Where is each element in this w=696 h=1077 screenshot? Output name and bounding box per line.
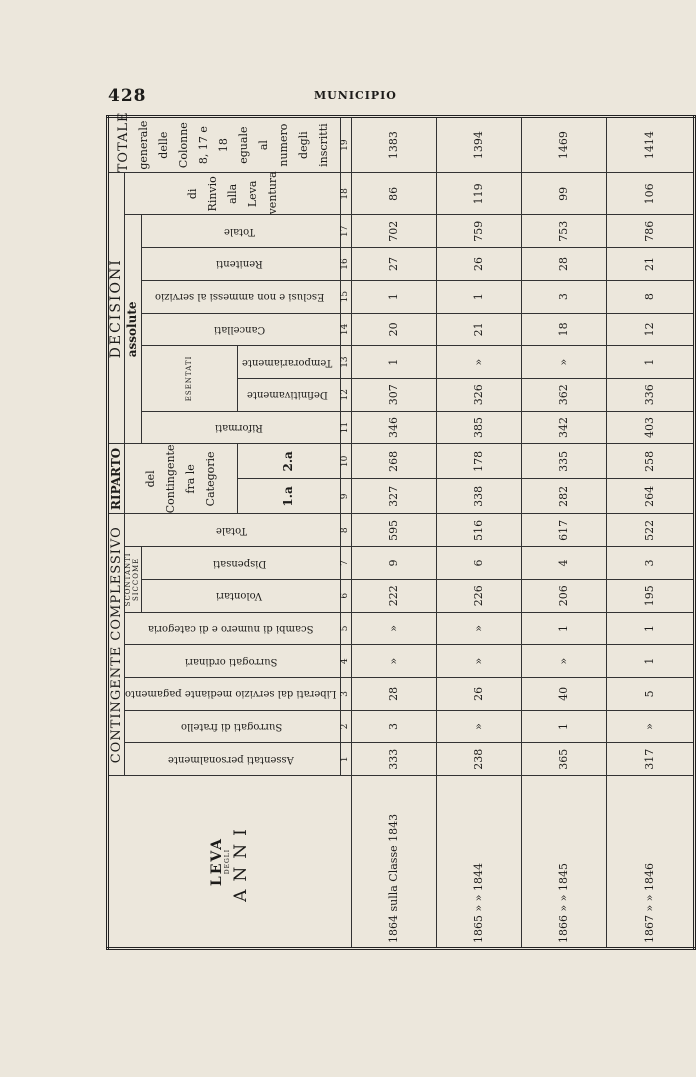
table-cell: 385 [436,411,521,444]
table-cell: » [436,710,521,743]
table-row [436,117,521,949]
table-cell: 338 [436,479,521,514]
col-num-8: 8 [340,514,351,547]
totale-generale-line: 8, 17 e 18 [197,126,231,165]
siccome-label: SICCOME [132,557,141,602]
rinvio-line: Rinvio [205,176,219,212]
leva-statistics-table [106,111,696,950]
totale-generale-line: degli [297,131,311,159]
table-cell: 1 [606,645,694,678]
table-cell: 1469 [521,117,606,173]
table-cell: 86 [351,173,436,215]
table-cell: 106 [606,173,694,215]
table-cell: 326 [436,378,521,411]
scontanti-label: SCONTANTI [124,552,133,607]
scontanti-header [125,547,141,612]
col-num-10: 10 [340,444,351,479]
riparto-group-header: RIPARTO [108,444,125,514]
col-header-16: Renitenti [141,248,340,281]
table-cell: » [606,710,694,743]
table-cell: 26 [436,248,521,281]
table-cell: 759 [436,215,521,248]
table-cell: 238 [436,743,521,776]
assolute-header: assolute [125,215,141,444]
table-cell: 336 [606,378,694,411]
table-cell: 1 [351,346,436,379]
table-cell: 307 [351,378,436,411]
row-label: 1867 » » 1846 [606,776,694,949]
table-cell: 6 [436,547,521,580]
row-label: 1865 » » 1844 [436,776,521,949]
col-header-9: 1.a [238,479,341,514]
table-cell: 99 [521,173,606,215]
totale-generale-line: TOTALE [116,111,132,173]
col-header-15: Esclusi e non ammessi al servizio [141,280,340,313]
col-header-3: Liberati dal servizio mediante pagamento [125,677,341,710]
row-label-header [108,776,352,949]
totale-generale-line: delle [157,131,171,159]
table-cell: » [436,645,521,678]
table-cell: 3 [351,710,436,743]
table-cell: 753 [521,215,606,248]
col-header-17: Totale [141,215,340,248]
table-cell: 4 [521,547,606,580]
row-label: 1864 sulla Classe 1843 [351,776,436,949]
totale-generale-header [108,111,341,173]
col-header-7: Dispensati [141,547,340,580]
table-cell: 119 [436,173,521,215]
table-cell: 1 [521,612,606,645]
rinvio-line: ventura [265,171,279,215]
riparto-line: del [144,470,158,488]
col-header-1: Assentati personalmente [125,743,341,776]
table-cell: 21 [606,248,694,281]
rinvio-line: alla [225,183,239,204]
degli-label: DEGLI [223,848,231,875]
col-num-16: 16 [340,248,351,281]
table-cell: 264 [606,479,694,514]
table-cell: 5 [606,677,694,710]
rotated-table-wrapper [106,111,656,950]
riparto-line: Categorie [204,451,218,507]
table-cell: 3 [606,547,694,580]
col-header-5: Scambi di numero e di categoria [125,612,341,645]
table-cell: » [521,346,606,379]
table-cell: 20 [351,313,436,346]
table-cell: 9 [351,547,436,580]
table-cell: 333 [351,743,436,776]
rinvio-line: Leva [245,180,259,208]
page-header [108,86,598,110]
riparto-lines [125,444,238,514]
table-cell: 317 [606,743,694,776]
table-row [351,117,436,949]
table-cell: 282 [521,479,606,514]
col-header-11: Riformati [141,411,340,444]
table-cell: 8 [606,280,694,313]
col-num-12: 12 [340,378,351,411]
table-cell: 258 [606,444,694,479]
table-cell: 3 [521,280,606,313]
leva-label: LEVA [208,836,225,887]
col-num-6: 6 [340,579,351,612]
totale-generale-line: inscritti [317,123,331,167]
table-cell: 1 [351,280,436,313]
col-num-18: 18 [340,173,351,215]
table-cell: 178 [436,444,521,479]
col-num-7: 7 [340,547,351,580]
table-row [521,117,606,949]
table-cell: 21 [436,313,521,346]
totale-generale-line: Colonne [177,122,191,169]
table-cell: 1 [606,346,694,379]
table-cell: 268 [351,444,436,479]
table-cell: 1414 [606,117,694,173]
table-cell: » [521,645,606,678]
statistics-table-frame [106,111,656,950]
table-cell: 786 [606,215,694,248]
contingente-group-header: CONTINGENTE COMPLESSIVO [108,514,125,776]
table-cell: » [351,645,436,678]
col-num-13: 13 [340,346,351,379]
col-num-1: 1 [340,743,351,776]
col-num-11: 11 [340,411,351,444]
col-header-4: Surrogati ordinari [125,645,341,678]
col-num-19: 19 [340,117,351,173]
table-cell: 702 [351,215,436,248]
col-num-5: 5 [340,612,351,645]
table-cell: 595 [351,514,436,547]
totale-generale-line: al numero [257,123,291,167]
table-cell: 1394 [436,117,521,173]
table-cell: » [351,612,436,645]
table-cell: 195 [606,579,694,612]
table-body [351,117,694,949]
table-cell: 1 [521,710,606,743]
col-num-14: 14 [340,313,351,346]
table-cell: 27 [351,248,436,281]
esentati-header: ESENTATI [141,346,237,411]
col-num-9: 9 [340,479,351,514]
table-cell: » [436,612,521,645]
col-num-15: 15 [340,280,351,313]
table-cell: 28 [351,677,436,710]
table-cell: 342 [521,411,606,444]
table-row [606,117,694,949]
table-cell: 226 [436,579,521,612]
table-cell: 1 [606,612,694,645]
table-cell: 362 [521,378,606,411]
decisioni-group-header: DECISIONI [108,173,125,444]
col-header-8: Totale [125,514,341,547]
table-cell: 335 [521,444,606,479]
page-number: 428 [108,86,147,106]
col-num-17: 17 [340,215,351,248]
table-cell: 222 [351,579,436,612]
col-header-13: Temporariamente [238,346,341,379]
table-cell: 516 [436,514,521,547]
col-header-10: 2.a [238,444,341,479]
rinvio-line: di [185,188,199,200]
table-cell: 206 [521,579,606,612]
riparto-line: fra le [184,464,198,494]
table-cell: 18 [521,313,606,346]
totale-generale-line: generale [137,120,151,170]
col-header-2: Surrogati di fratello [125,710,341,743]
row-label: 1866 » » 1845 [521,776,606,949]
col-header-6: Volontari [141,579,340,612]
col-header-14: Cancellati [141,313,340,346]
col-num-2: 2 [340,710,351,743]
col-header-12: Definitivamente [238,378,341,411]
table-cell: 1383 [351,117,436,173]
table-cell: 1 [436,280,521,313]
running-head: MUNICIPIO [314,89,397,102]
table-cell: 403 [606,411,694,444]
col-num-3: 3 [340,677,351,710]
table-cell: 40 [521,677,606,710]
col-num-4: 4 [340,645,351,678]
table-cell: 365 [521,743,606,776]
table-cell: 327 [351,479,436,514]
table-cell: » [436,346,521,379]
anni-label: ANNI [230,821,251,902]
table-cell: 617 [521,514,606,547]
riparto-line: Contingente [164,444,178,514]
table-cell: 522 [606,514,694,547]
totale-generale-line: eguale [237,126,251,164]
table-cell: 28 [521,248,606,281]
rinvio-header [125,173,341,215]
table-cell: 12 [606,313,694,346]
table-cell: 346 [351,411,436,444]
table-cell: 26 [436,677,521,710]
